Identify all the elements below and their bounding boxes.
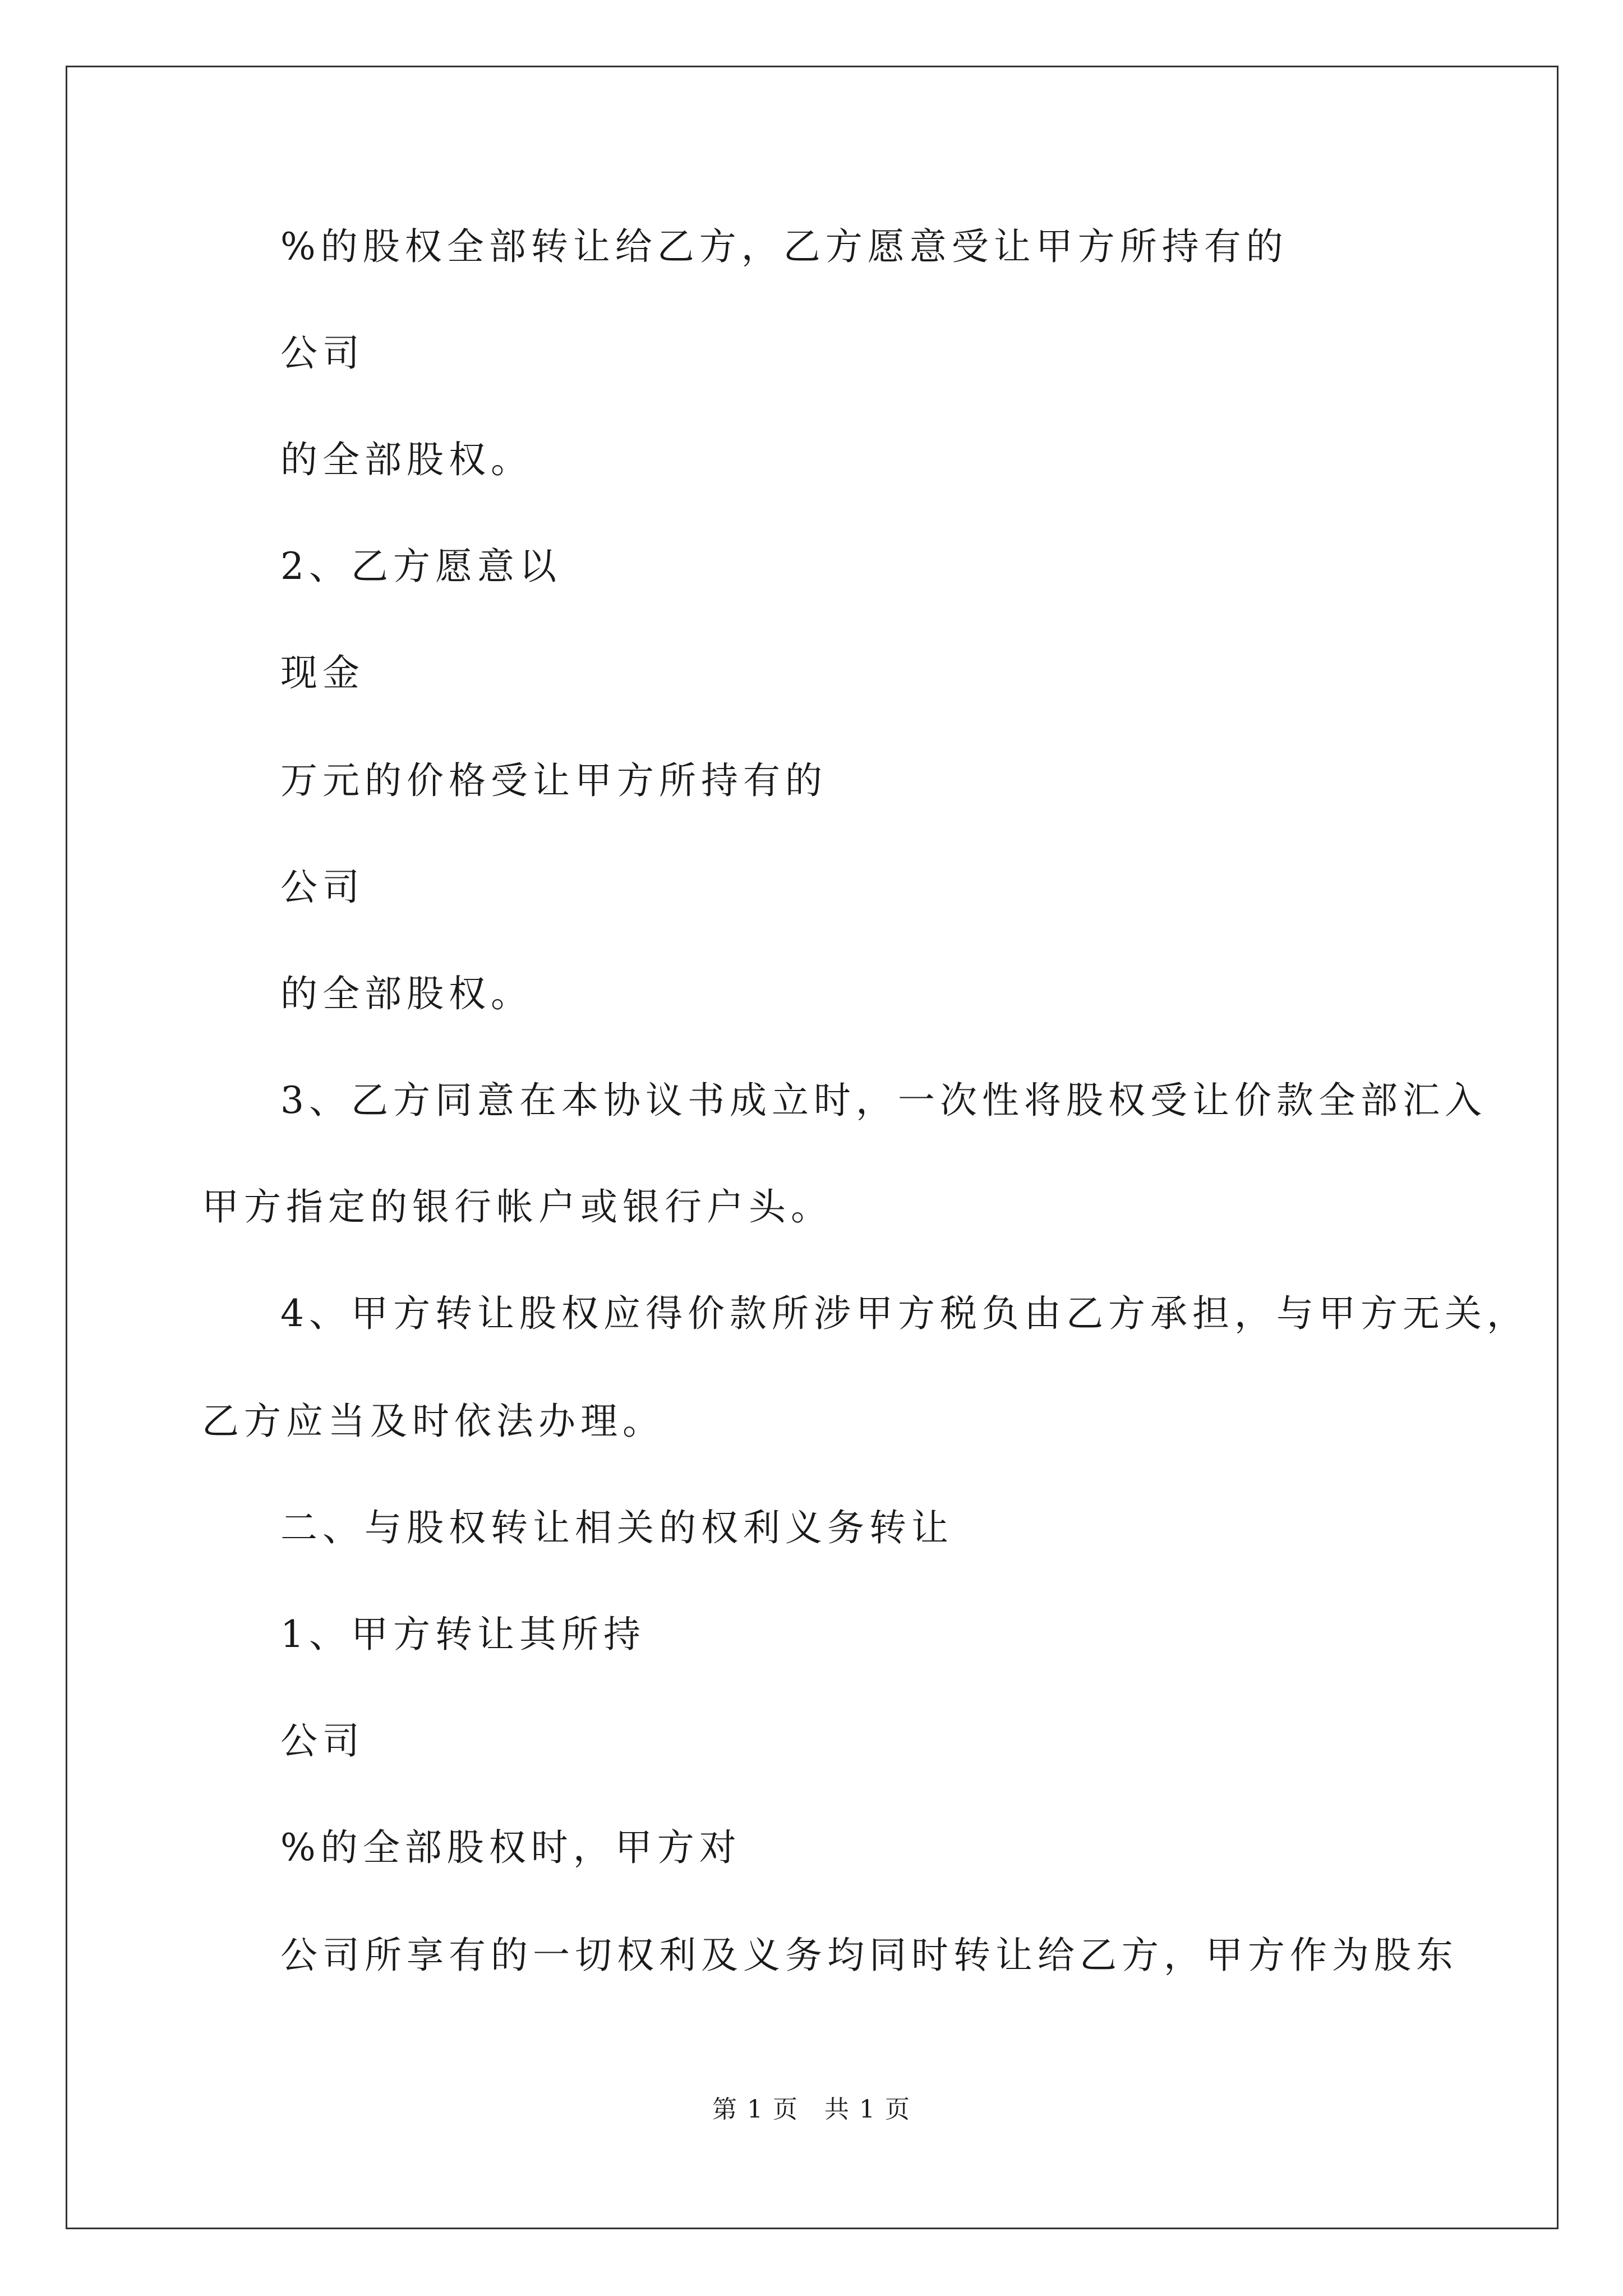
paragraph-line: 3、乙方同意在本协议书成立时，一次性将股权受让价款全部汇入: [280, 1079, 1487, 1122]
paragraph-line: 甲方指定的银行帐户或银行户头。: [202, 1185, 833, 1228]
paragraph-line: 公司: [280, 332, 365, 375]
paragraph-line: 万元的价格受让甲方所持有的: [280, 759, 827, 802]
paragraph-line: 公司所享有的一切权利及义务均同时转让给乙方，甲方作为股东: [280, 1934, 1458, 1977]
paragraph-line: %的股权全部转让给乙方，乙方愿意受让甲方所持有的: [280, 225, 1288, 268]
paragraph-line: 乙方应当及时依法办理。: [202, 1400, 665, 1443]
page-number-footer: 第 1 页 共 1 页: [712, 2095, 911, 2124]
page-border: [66, 66, 1559, 2229]
paragraph-line: 1、甲方转让其所持: [280, 1613, 645, 1656]
paragraph-line: 现金: [280, 651, 365, 694]
paragraph-line: 的全部股权。: [280, 972, 533, 1015]
paragraph-line: %的全部股权时，甲方对: [280, 1826, 741, 1869]
paragraph-line: 的全部股权。: [280, 438, 533, 481]
paragraph-line: 公司: [280, 866, 365, 909]
paragraph-line: 4、甲方转让股权应得价款所涉甲方税负由乙方承担，与甲方无关，: [280, 1292, 1529, 1335]
paragraph-line: 2、乙方愿意以: [280, 545, 561, 588]
paragraph-line: 公司: [280, 1719, 365, 1763]
paragraph-line: 二、与股权转让相关的权利义务转让: [280, 1506, 953, 1549]
